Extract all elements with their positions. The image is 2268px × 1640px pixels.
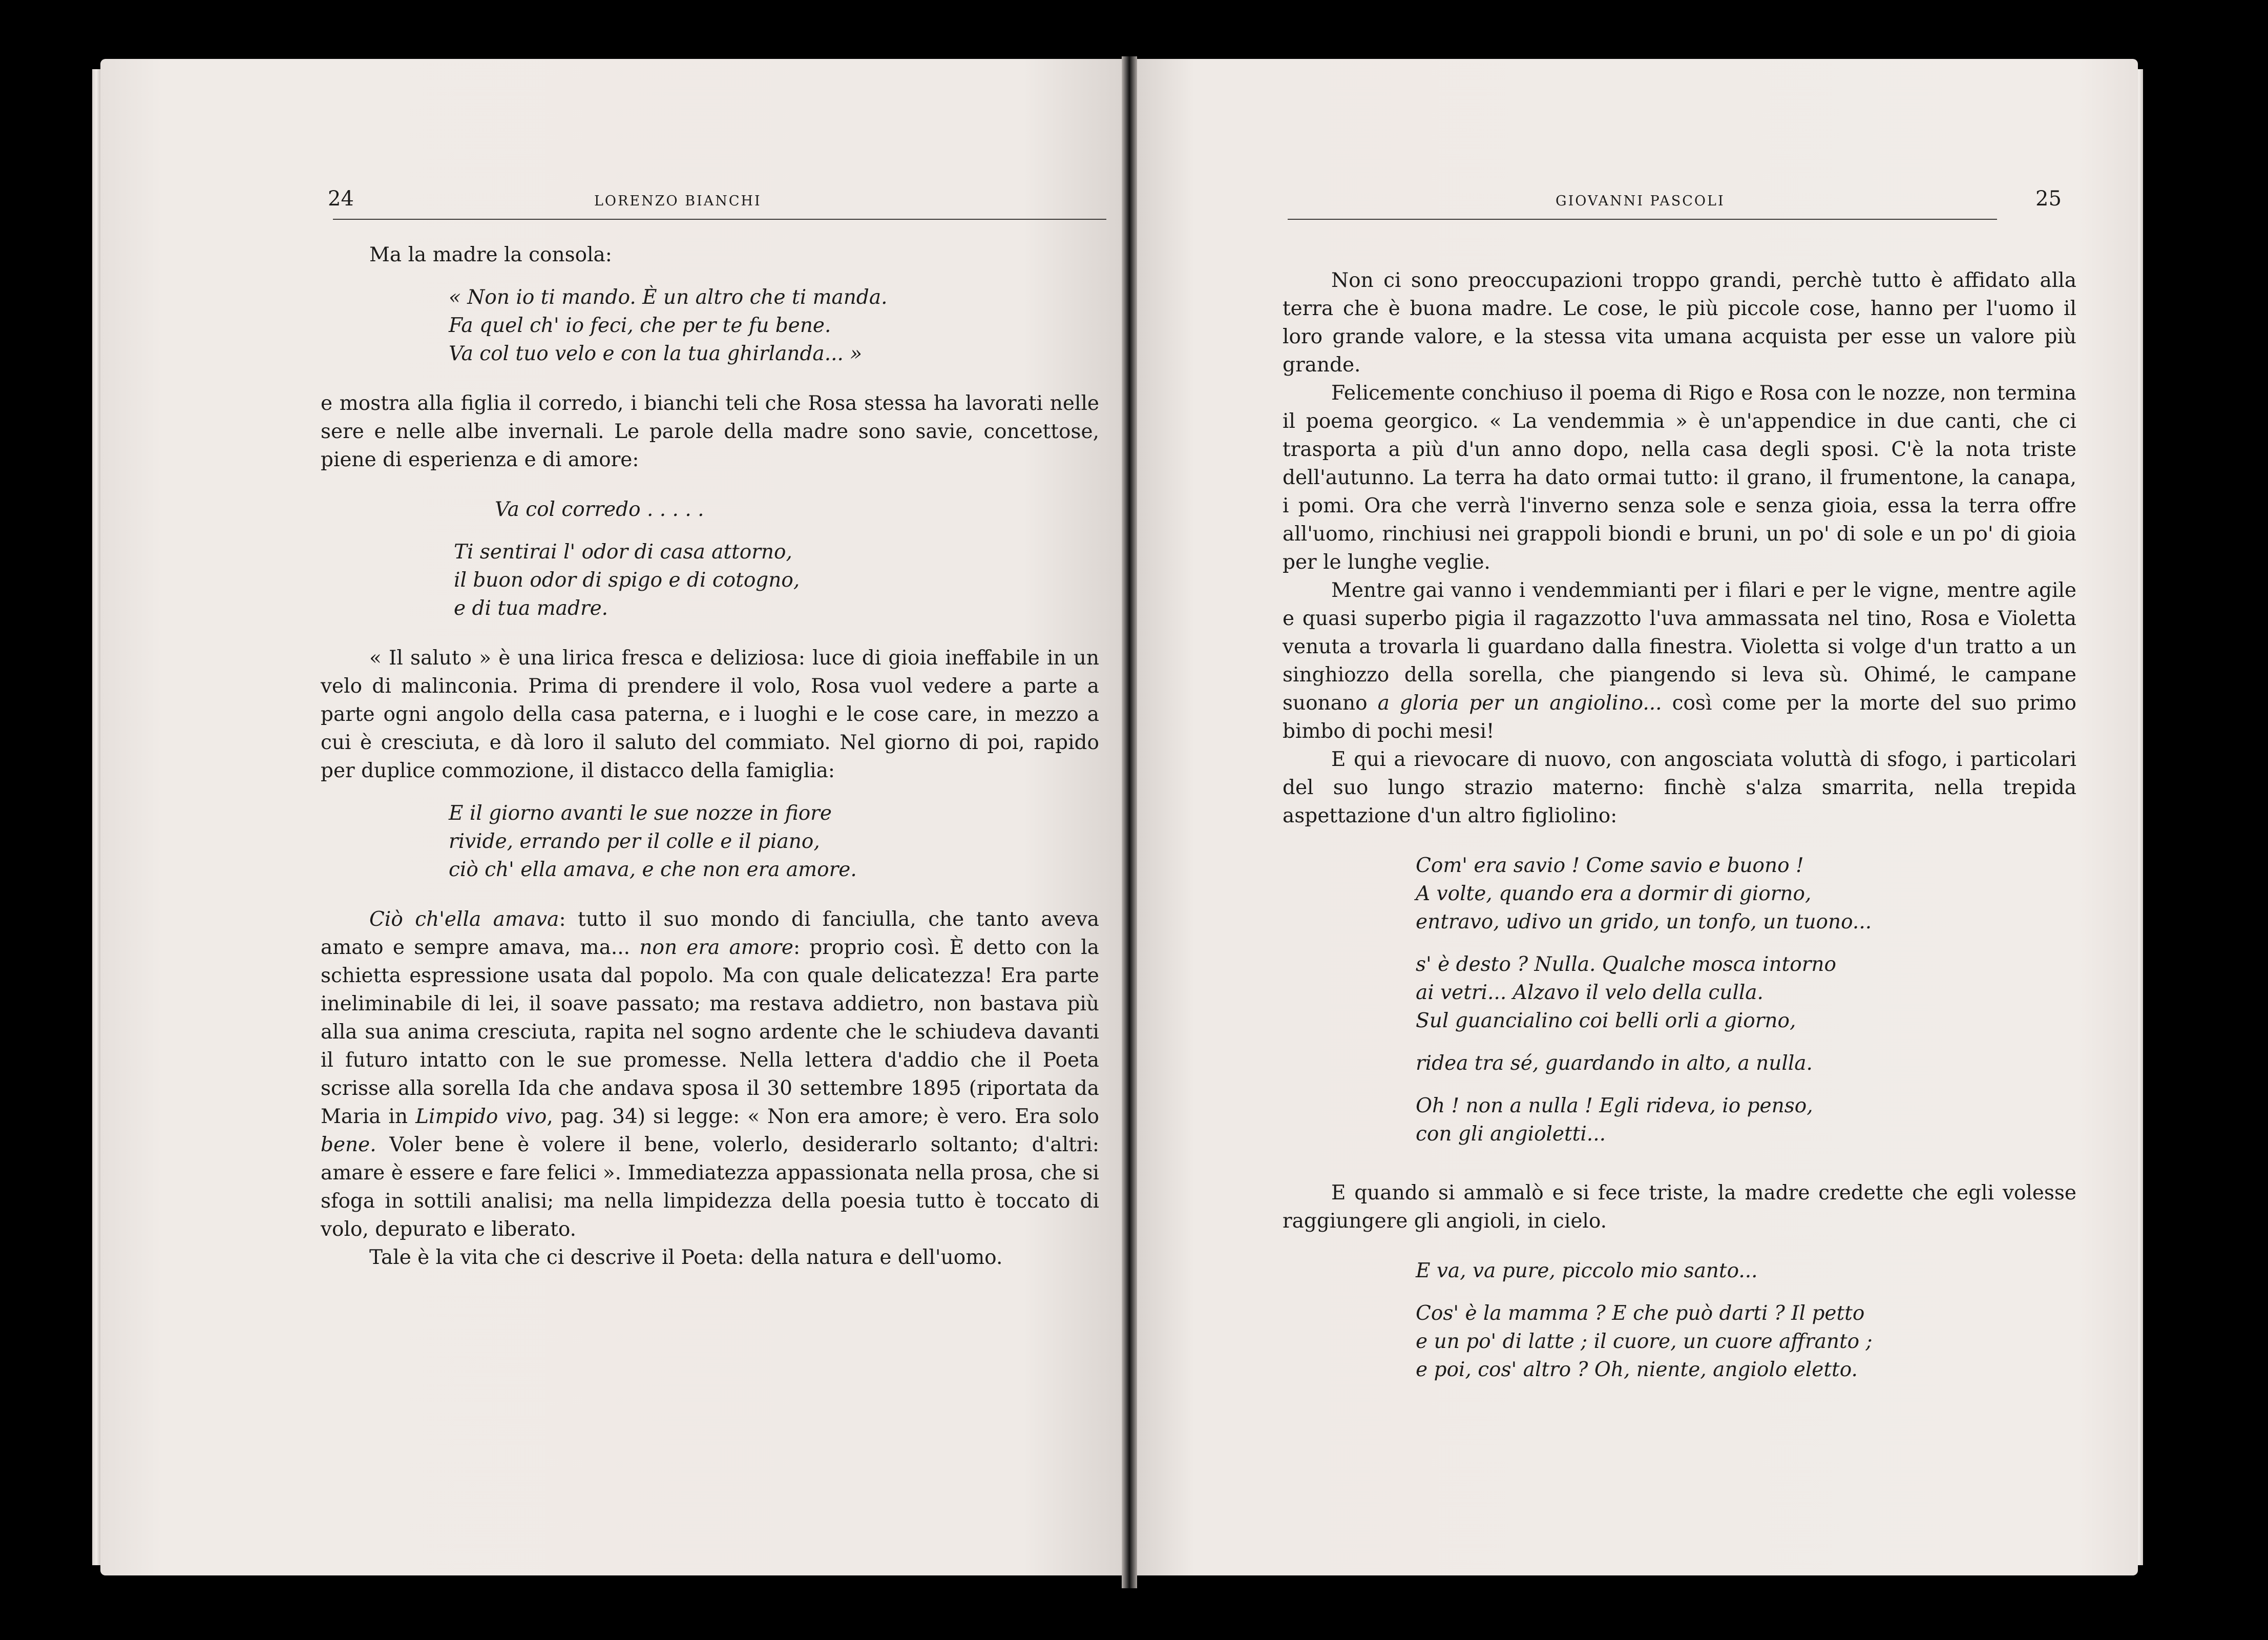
verse-line: e poi, cos' altro ? Oh, niente, angiolo eletto. (1416, 1358, 1858, 1381)
paragraph: Tale è la vita che ci descrive il Poeta: della natura e dell'uomo. (369, 1246, 1003, 1269)
paragraph: E quando si ammalò e si fece triste, la madre credette che egli volesse raggiungere gli angioli, in cielo. (1283, 1181, 2076, 1233)
verse-line: rivide, errando per il colle e il piano, (449, 830, 820, 853)
verse-line: Va col tuo velo e con la tua ghirlanda... » (449, 342, 863, 365)
verse-line: « Non io ti mando. È un altro che ti manda. (449, 286, 888, 309)
italic-phrase: non era amore (639, 936, 793, 959)
left-page (100, 59, 1126, 1575)
verse-block (321, 495, 1099, 524)
verse-line: Cos' è la mamma ? E che può darti ? Il petto (1416, 1302, 1865, 1325)
italic-phrase: a gloria per un angiolino... (1377, 692, 1662, 715)
text-run: così come per la morte del suo primo bimbo di pochi mesi! (1283, 692, 2077, 743)
verse-line: A volte, quando era a dormir di giorno, (1416, 882, 1812, 905)
italic-phrase: Ciò ch'ella amava (369, 908, 559, 931)
right-page (1134, 59, 2138, 1575)
paragraph: e mostra alla figlia il corredo, i bianchi teli che Rosa stessa ha lavorati nelle sere e nelle albe invernali. Le parole della madre sono savie, concettose, piene di esperienza e di amore: (321, 392, 1099, 471)
page-number: 24 (328, 187, 354, 211)
verse-line: ridea tra sé, guardando in alto, a nulla. (1416, 1052, 1813, 1075)
verse-block (1283, 1257, 2076, 1384)
right-page-header (1288, 187, 2071, 218)
book-gutter (1122, 56, 1137, 1588)
right-page-body (1283, 266, 2076, 1384)
verse-line: Ti sentirai l' odor di casa attorno, (454, 541, 792, 564)
paragraph: E qui a rievocare di nuovo, con angosciata voluttà di sfogo, i particolari del suo lungo strazio materno: finchè s'alza smarrita, nella trepida aspettazione d'un altro figliolino: (1283, 748, 2076, 827)
verse-line: s' è desto ? Nulla. Qualche mosca intorno (1416, 953, 1836, 976)
header-rule (333, 219, 1106, 220)
italic-phrase: bene. (321, 1133, 376, 1156)
paragraph (1283, 576, 2076, 745)
verse-block (1283, 852, 2076, 1148)
text-run: Mentre gai vanno i vendemmianti per i filari e per le vigne, mentre agile e quasi superbo pigia il ragazzotto l'uva ammassata nel tino, Rosa e Violetta venuta a trovarla li guardano dalla finestra. Violetta si volge d'un tratto a un singhiozzo della sorella, che piangendo si leva sù. Ohimé, le campane suonano (1283, 579, 2076, 715)
left-page-header (328, 187, 1106, 218)
running-head: LORENZO BIANCHI (594, 193, 762, 209)
verse-line: entravo, udivo un grido, un tonfo, un tuono... (1416, 910, 1872, 933)
verse-line: Com' era savio ! Come savio e buono ! (1416, 854, 1804, 877)
verse-line: ciò ch' ella amava, e che non era amore. (449, 858, 857, 881)
header-rule (1288, 219, 1997, 220)
verse-line: Va col corredo . . . . . (495, 498, 704, 521)
verse-line: e di tua madre. (454, 597, 608, 620)
text-run: : tutto il suo mondo di fanciulla, che tanto aveva amato e sempre amava, ma... (321, 908, 1099, 959)
paragraph: Ma la madre la consola: (369, 243, 612, 266)
verse-block (321, 283, 1099, 368)
paragraph (321, 905, 1099, 1243)
paragraph: Felicemente conchiuso il poema di Rigo e Rosa con le nozze, non termina il poema georgico. « La vendemmia » è un'appendice in due canti, che ci trasporta a più d'un anno dopo, nella casa degli sposi. C'è la nota triste dell'autunno. La terra ha dato ormai tutto: il grano, il frumentone, la canapa, i pomi. Ora che verrà l'inverno senza sole e senza gioia, essa la terra offre all'uomo, rinchiusi nei grappoli biondi e bruni, un po' di sole e un po' di gioia per le lunghe veglie. (1283, 382, 2076, 574)
running-head: GIOVANNI PASCOLI (1556, 193, 1725, 209)
italic-phrase: Limpido vivo (415, 1105, 547, 1128)
verse-line: e un po' di latte ; il cuore, un cuore affranto ; (1416, 1330, 1873, 1353)
verse-block (321, 538, 1099, 622)
page-stack-edge-left (92, 69, 100, 1565)
text-run: : proprio così. È detto con la schietta espressione usata dal popolo. Ma con quale delicatezza! Era parte ineliminabile di lei, il soave passato; ma restava addietro, non bastava più alla sua anima cresciuta, rapita nel sogno ardente che le schiudeva davanti il futuro intatto con le sue promesse. Nella lettera d'addio che il Poeta scrisse alla sorella Ida che andava sposa il 30 settembre 1895 (riportata da Maria in (321, 936, 1100, 1128)
verse-line: ai vetri... Alzavo il velo della culla. (1416, 981, 1763, 1004)
paragraph: « Il saluto » è una lirica fresca e deliziosa: luce di gioia ineffabile in un velo di malinconia. Prima di prendere il volo, Rosa vuol vedere a parte a parte ogni angolo della casa paterna, e i luoghi e le cose care, in mezzo a cui è cresciuta, e dà loro il saluto del commiato. Nel giorno di poi, rapido per duplice commozione, il distacco della famiglia: (321, 647, 1099, 782)
verse-line: Oh ! non a nulla ! Egli rideva, io penso, (1416, 1094, 1813, 1117)
verse-line: E va, va pure, piccolo mio santo... (1416, 1259, 1758, 1282)
text-run: Voler bene è volere il bene, volerlo, desiderarlo soltanto; d'altri: amare è essere e fare felici ». Immediatezza appassionata nella prosa, che si sfoga in sottili analisi; ma nella limpidezza della poesia tutto è toccato di volo, depurato e liberato. (321, 1133, 1099, 1241)
verse-line: con gli angioletti... (1416, 1123, 1606, 1146)
text-run: , pag. 34) si legge: « Non era amore; è vero. Era solo (547, 1105, 1099, 1128)
verse-line: Sul guancialino coi belli orli a giorno, (1416, 1009, 1796, 1032)
verse-line: Fa quel ch' io feci, che per te fu bene. (449, 314, 831, 337)
left-page-body (321, 241, 1099, 1272)
verse-line: il buon odor di spigo e di cotogno, (454, 569, 800, 592)
paragraph: Non ci sono preoccupazioni troppo grandi, perchè tutto è affidato alla terra che è buona madre. Le cose, le più piccole cose, hanno per l'uomo il loro grande valore, e la stessa vita umana acquista per esse un valore più grande. (1283, 269, 2076, 377)
verse-block (321, 799, 1099, 884)
verse-line: E il giorno avanti le sue nozze in fiore (449, 802, 832, 825)
page-number: 25 (2035, 187, 2062, 211)
